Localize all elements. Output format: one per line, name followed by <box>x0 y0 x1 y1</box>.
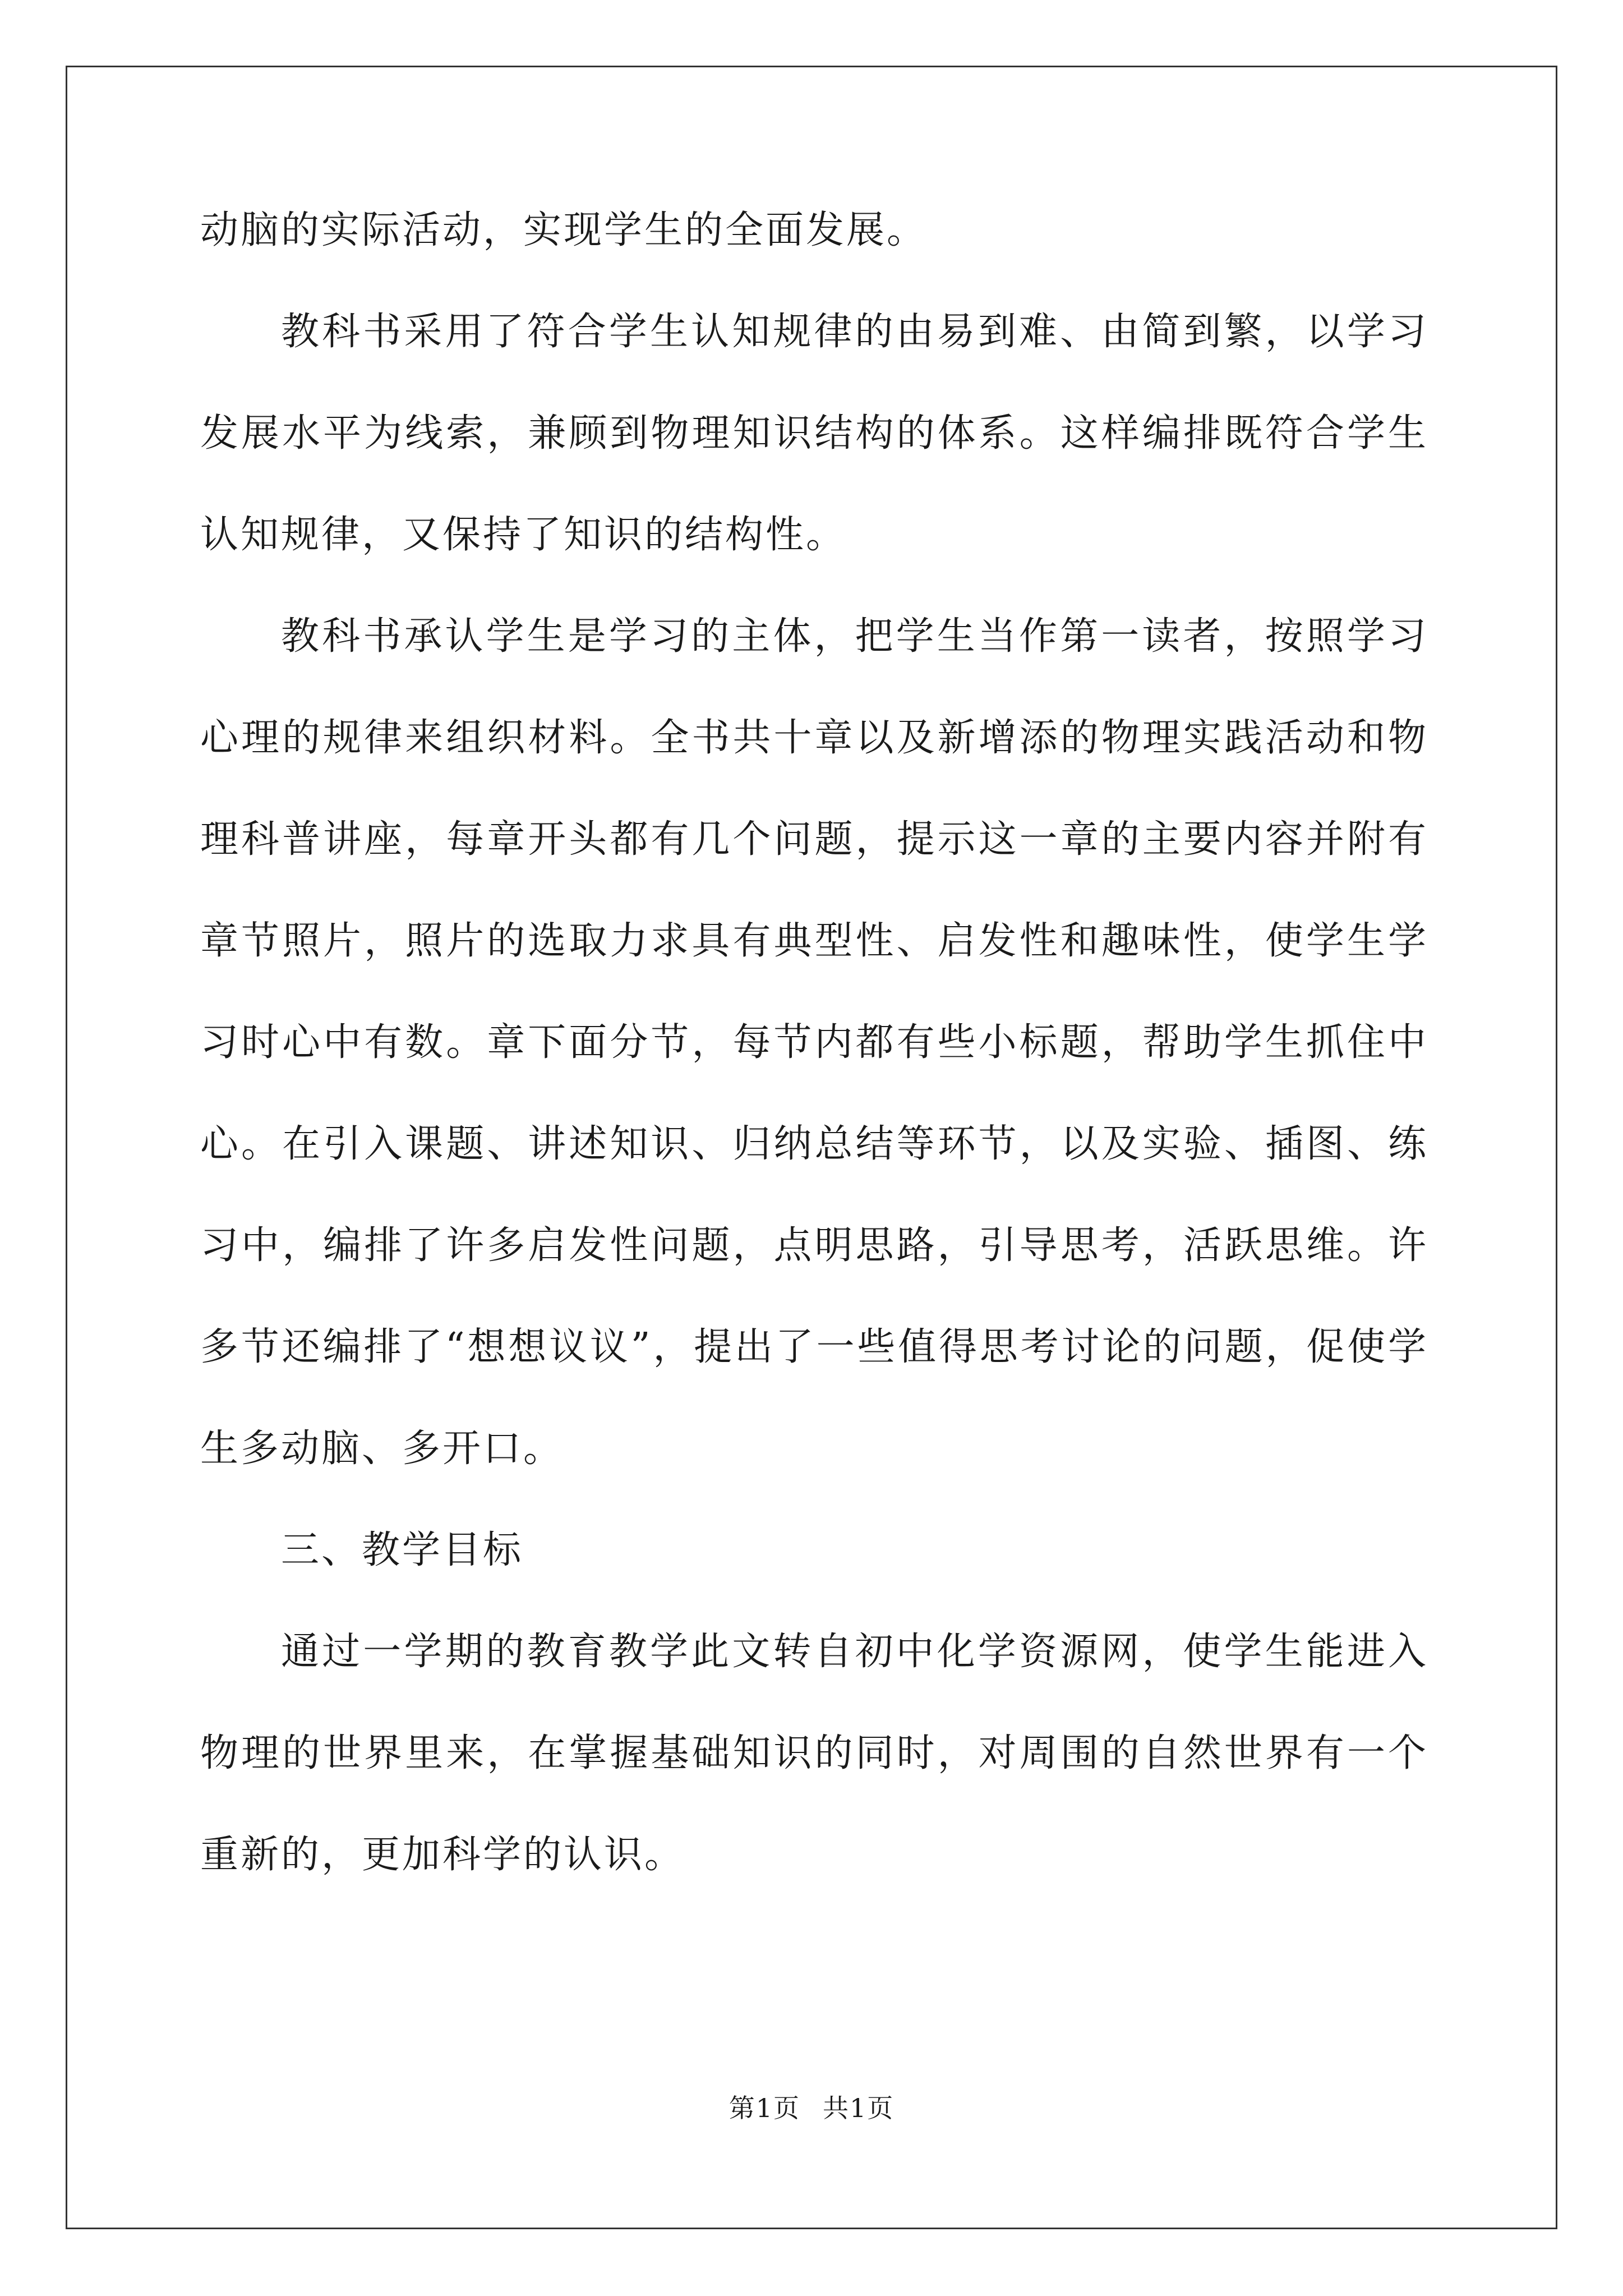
paragraph: 教科书采用了符合学生认知规律的由易到难、由简到繁，以学习发展水平为线索，兼顾到物理知识结构的体系。这样编排既符合学生认知规律，又保持了知识的结构性。 <box>200 310 1428 557</box>
page-total: 共1页 <box>823 2093 895 2123</box>
document-body <box>200 208 1428 1906</box>
page-number: 第1页 <box>728 2093 800 2123</box>
paragraph: 动脑的实际活动，实现学生的全面发展。 <box>200 208 928 252</box>
paragraph: 教科书承认学生是学习的主体，把学生当作第一读者，按照学习心理的规律来组织材料。全书共十章以及新增添的物理实践活动和物理科普讲座，每章开头都有几个问题，提示这一章的主要内容并附有章节照片，照片的选取力求具有典型性、启发性和趣味性，使学生学习时心中有数。章下面分节，每节内都有些小标题，帮助学生抓住中心。在引入课题、讲述知识、归纳总结等环节，以及实验、插图、练习中，编排了许多启发性问题，点明思路，引导思考，活跃思维。许多节还编排了“想想议议”，提出了一些值得思考讨论的问题，促使学生多动脑、多开口。 <box>200 614 1428 1471</box>
paragraph: 通过一学期的教育教学此文转自初中化学资源网，使学生能进入物理的世界里来，在掌握基础知识的同时，对周围的自然世界有一个重新的，更加科学的认识。 <box>200 1630 1428 1877</box>
page-footer <box>0 2088 1623 2125</box>
section-heading: 三、教学目标 <box>281 1528 524 1572</box>
